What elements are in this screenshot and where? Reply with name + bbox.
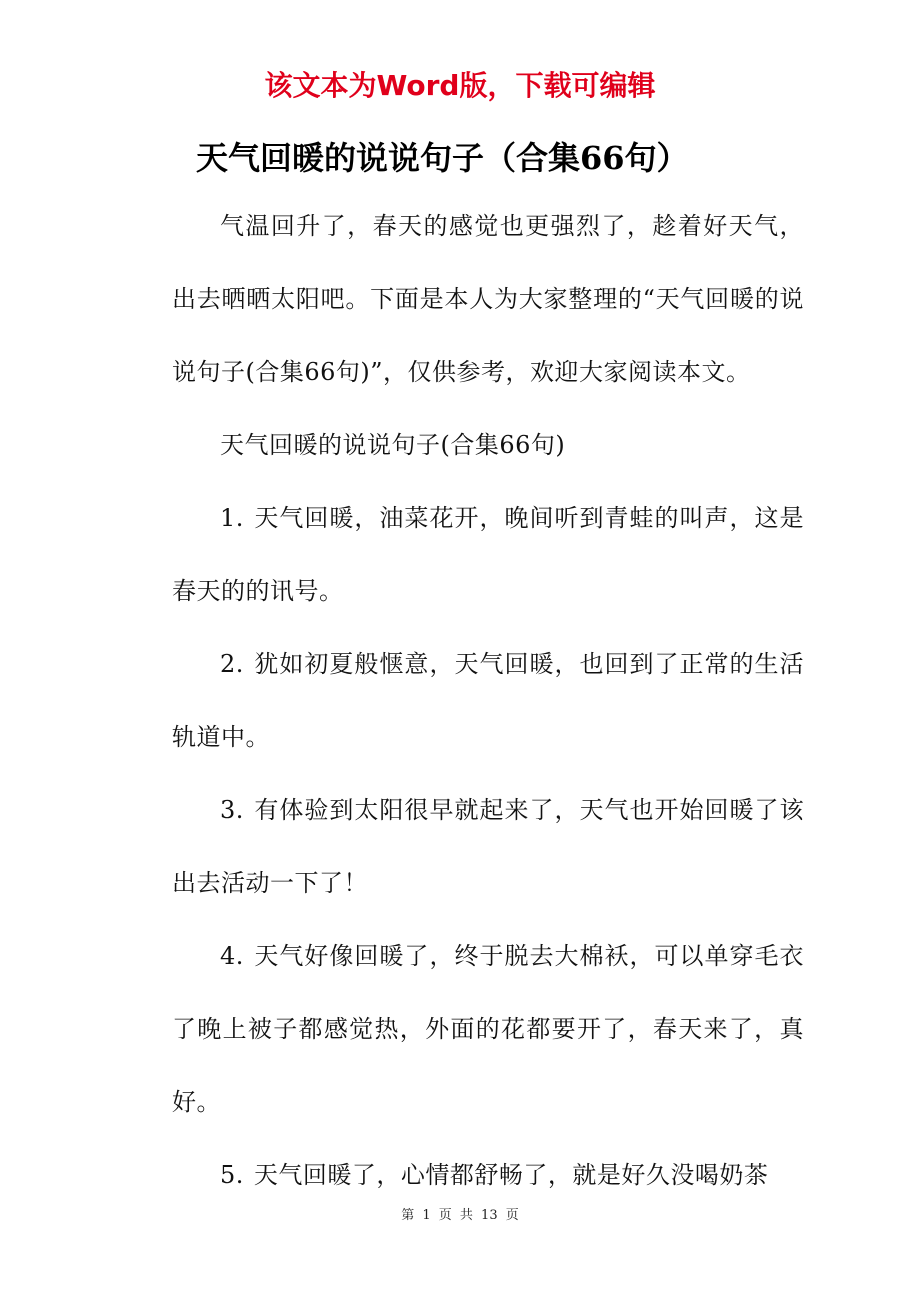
item-text: 有体验到太阳很早就起来了，天气也开始回暖了该出去活动一下了！ [172, 796, 804, 897]
item-text: 犹如初夏般惬意，天气回暖，也回到了正常的生活轨道中。 [172, 650, 804, 751]
item-number: 2. [220, 650, 244, 678]
list-item [172, 774, 804, 920]
list-item [172, 920, 804, 1139]
item-text: 天气回暖，油菜花开，晚间听到青蛙的叫声，这是春天的的讯号。 [172, 504, 804, 605]
list-item [172, 1139, 804, 1212]
subtitle-paragraph: 天气回暖的说说句子(合集66句) [220, 431, 566, 459]
page-footer: 第 1 页 共 13 页 [401, 1208, 519, 1223]
item-number: 5. [220, 1161, 244, 1189]
download-banner: 该文本为Word版，下载可编辑 [264, 69, 656, 102]
item-text: 天气回暖了，心情都舒畅了，就是好久没喝奶茶 [253, 1161, 769, 1189]
list-item [172, 482, 804, 628]
list-item [172, 628, 804, 774]
item-number: 3. [220, 796, 244, 824]
item-number: 1. [220, 504, 244, 532]
item-number: 4. [220, 942, 244, 970]
intro-paragraph: 气温回升了，春天的感觉也更强烈了，趁着好天气，出去晒晒太阳吧。下面是本人为大家整理的“天气回暖的说说句子(合集66句)”，仅供参考，欢迎大家阅读本文。 [172, 212, 804, 386]
document-body [172, 190, 804, 1212]
document-title: 天气回暖的说说句子（合集66句） [196, 139, 689, 177]
item-text: 天气好像回暖了，终于脱去大棉袄，可以单穿毛衣了晚上被子都感觉热，外面的花都要开了，春天来了，真好。 [172, 942, 804, 1116]
